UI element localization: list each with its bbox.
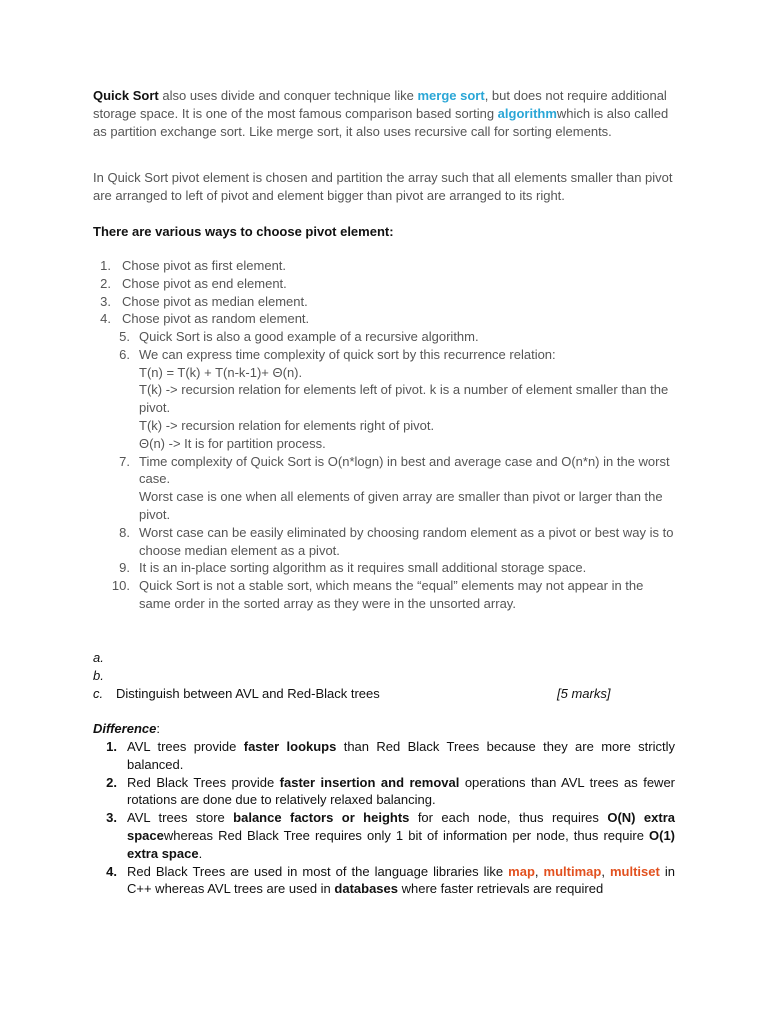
properties-list — [93, 328, 675, 613]
list-item — [93, 257, 675, 275]
list-number: 9. — [119, 560, 130, 576]
list-item — [93, 275, 675, 293]
list-text: AVL trees store — [127, 810, 234, 826]
list-item — [93, 328, 675, 346]
difference-heading — [93, 720, 675, 738]
list-text: Quick Sort is also a good example of a recursive algorithm. — [139, 329, 479, 344]
list-number: 4. — [100, 311, 111, 327]
list-number: 4. — [106, 863, 117, 879]
intro-paragraph-2: In Quick Sort pivot element is chosen and partition the array such that all elements smaller than pivot are arranged to left of pivot and element bigger than pivot are arranged to its right. — [93, 170, 673, 203]
list-item — [93, 310, 675, 328]
list-emphasis: databases — [334, 881, 398, 897]
quick-sort-term: Quick Sort — [93, 88, 159, 103]
list-text: than Red Black Trees because they are more strictly balanced. — [127, 739, 676, 772]
list-text: Time complexity of Quick Sort is O(n*logn) in best and average case and O(n*n) in the worst case. — [139, 453, 670, 487]
list-text: , — [601, 863, 610, 879]
list-item — [93, 524, 675, 560]
difference-list — [93, 738, 675, 898]
list-text: Θ(n) -> It is for partition process. — [139, 435, 326, 451]
list-text: for each node, thus requires — [409, 810, 608, 826]
pivot-list — [93, 257, 675, 328]
map-link[interactable]: map — [508, 863, 535, 879]
list-number: 8. — [119, 524, 130, 540]
list-item — [93, 809, 675, 862]
list-text: Chose pivot as random element. — [122, 311, 310, 327]
list-text: T(k) -> recursion relation for elements right of pivot. — [139, 417, 435, 433]
list-item — [93, 346, 675, 453]
list-emphasis: O(1) extra space — [127, 827, 675, 861]
list-number: 5. — [119, 329, 130, 344]
list-text: . — [198, 845, 203, 861]
multimap-link[interactable]: multimap — [543, 863, 602, 879]
list-item — [93, 453, 675, 524]
list-text: It is an in-place sorting algorithm as it requires small additional storage space. — [139, 560, 587, 576]
list-item — [93, 774, 675, 810]
list-number: 7. — [119, 453, 130, 469]
list-item — [93, 559, 675, 577]
list-text: We can express time complexity of quick sort by this recurrence relation: — [139, 346, 556, 362]
intro-text: also uses divide and conquer technique like — [158, 88, 418, 103]
list-emphasis: balance factors or heights — [233, 810, 410, 826]
list-emphasis: O(N) extra space — [127, 810, 675, 843]
list-number: 1. — [106, 739, 117, 754]
difference-colon: : — [156, 721, 160, 736]
question-b-label: b. — [93, 668, 104, 683]
list-emphasis: faster insertion and removal — [279, 774, 460, 790]
list-item — [93, 738, 675, 774]
list-number: 10. — [111, 578, 130, 594]
list-text: Quick Sort is not a stable sort, which means the “equal” elements may not appear in the same order in the sorted array as they were in the unsorted array. — [139, 578, 644, 611]
question-c — [93, 685, 675, 703]
list-text: Worst case is one when all elements of given array are smaller than pivot or larger than the pivot. — [139, 489, 663, 522]
list-emphasis: faster lookups — [243, 739, 337, 754]
algorithm-link[interactable]: algorithm — [497, 105, 557, 121]
list-number: 1. — [100, 258, 111, 273]
list-text: Chose pivot as first element. — [122, 258, 287, 273]
list-text: in C++ whereas AVL trees are used in — [127, 863, 675, 897]
marks-label: [5 marks] — [557, 686, 611, 701]
recurrence-formula: T(n) = T(k) + T(n-k-1)+ Θ(n). — [139, 364, 303, 380]
list-text: Chose pivot as end element. — [122, 275, 287, 291]
question-a-label: a. — [93, 650, 104, 665]
list-text: Chose pivot as median element. — [122, 293, 308, 309]
list-text: where faster retrievals are required — [398, 881, 604, 897]
list-number: 3. — [100, 293, 111, 309]
list-text: Worst case can be easily eliminated by choosing random element as a pivot or best way is to choose median element as a pivot. — [139, 524, 674, 558]
list-item — [93, 577, 675, 613]
list-item — [93, 863, 675, 899]
list-text: Red Black Trees provide — [127, 774, 280, 790]
list-text: T(k) -> recursion relation for elements left of pivot. k is a number of element smaller than the pivot. — [139, 382, 669, 416]
difference-heading-text: Difference — [93, 721, 157, 736]
multiset-link[interactable]: multiset — [609, 863, 660, 879]
list-number: 6. — [119, 346, 130, 362]
intro-paragraph-1 — [93, 87, 675, 140]
question-c-text: Distinguish between AVL and Red-Black trees — [116, 686, 380, 701]
list-text: whereas Red Black Tree requires only 1 bit of information per node, thus require — [163, 827, 649, 843]
list-number: 2. — [106, 774, 117, 790]
list-item — [93, 293, 675, 311]
list-text: operations than AVL trees as fewer rotations are done due to relatively relaxed balancing. — [127, 774, 676, 808]
pivot-ways-heading: There are various ways to choose pivot element: — [93, 224, 394, 239]
list-number: 2. — [100, 275, 111, 291]
merge-sort-link[interactable]: merge sort — [417, 88, 485, 103]
intro-text: which is also called as partition exchange sort. Like merge sort, it also uses recursive call for sorting elements. — [93, 105, 669, 139]
question-c-label: c. — [93, 686, 104, 701]
list-text: Red Black Trees are used in most of the language libraries like — [127, 863, 509, 879]
list-text: , — [534, 863, 544, 879]
list-text: AVL trees provide — [127, 739, 244, 754]
intro-text: , but does not require additional storage space. It is one of the most famous comparison based sorting — [93, 88, 667, 121]
list-number: 3. — [106, 810, 117, 826]
